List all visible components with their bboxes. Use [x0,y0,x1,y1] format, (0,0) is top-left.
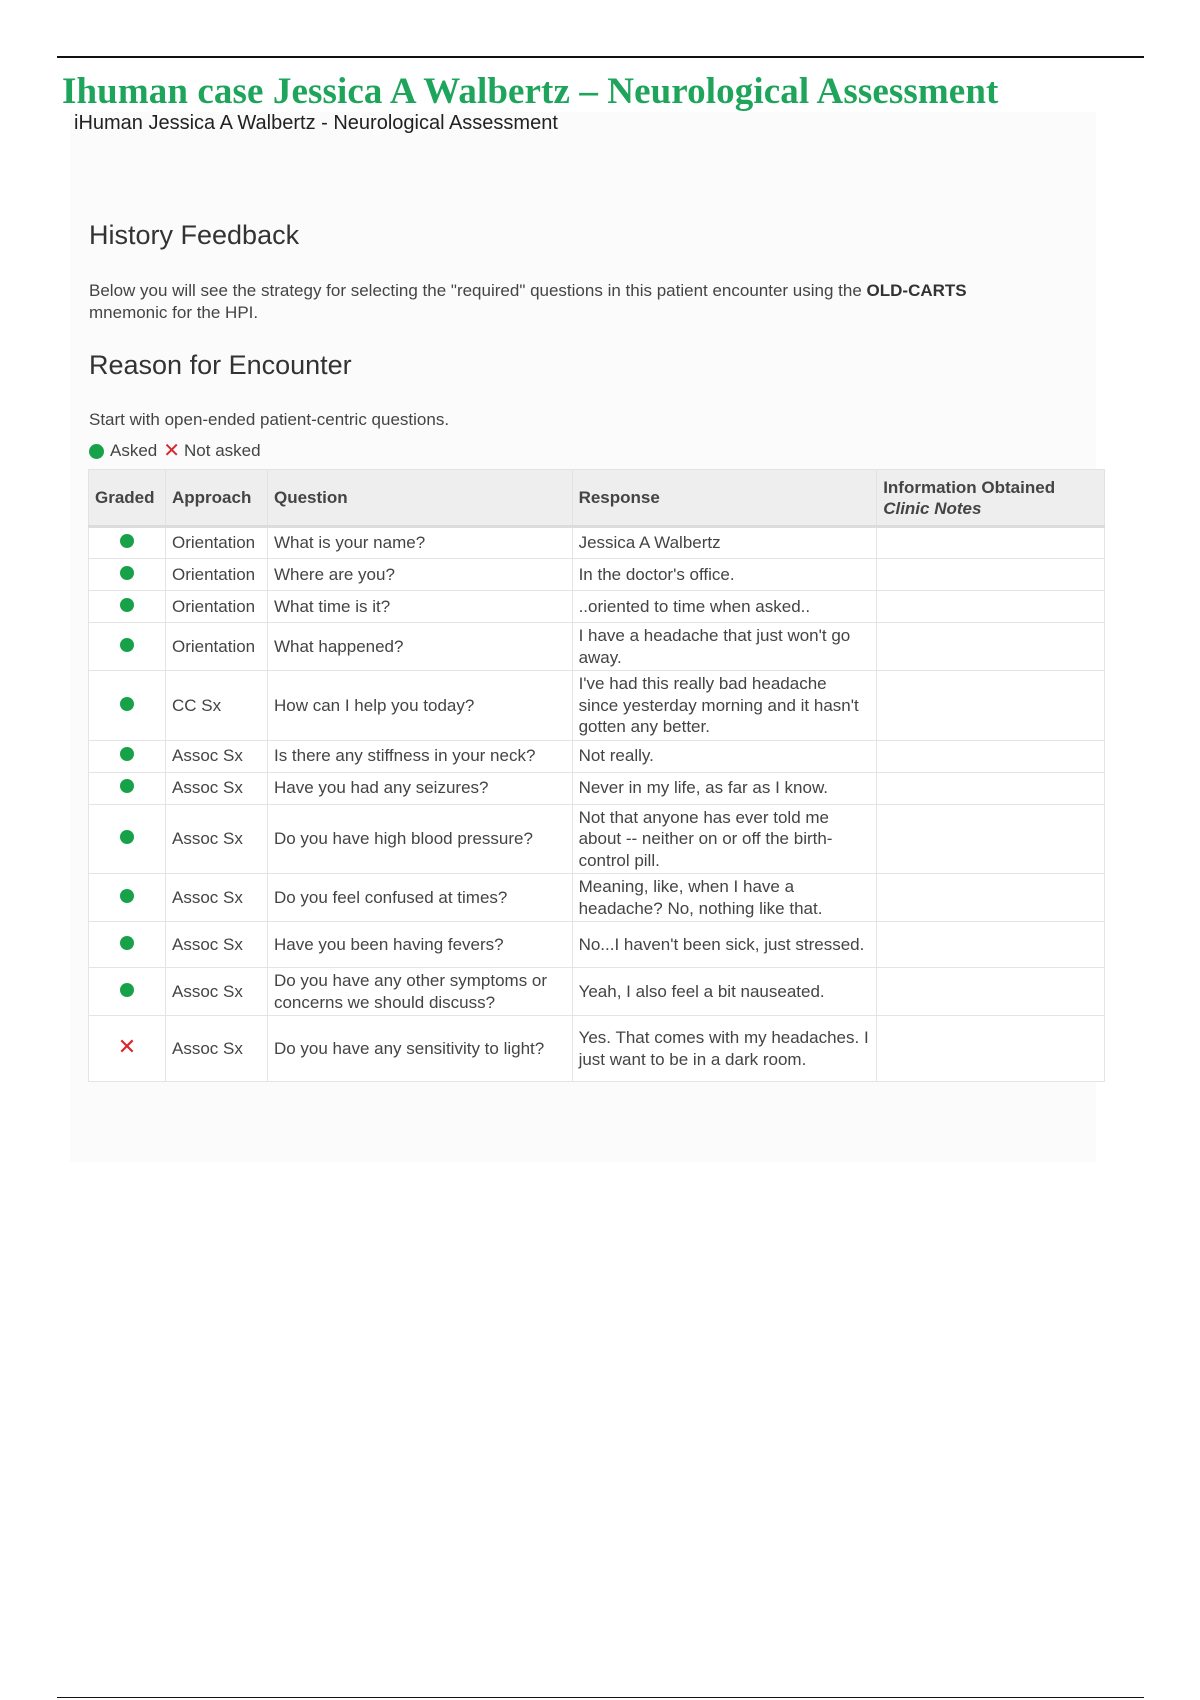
notes-cell [877,1016,1105,1082]
response-cell: Jessica A Walbertz [572,527,877,559]
green-dot-icon [120,566,134,580]
response-cell: Meaning, like, when I have a headache? No, nothing like that. [572,874,877,922]
question-cell: What happened? [267,623,572,671]
bottom-rule [57,1697,1144,1698]
embedded-screenshot [70,112,1096,1162]
response-cell: I've had this really bad headache since yesterday morning and it hasn't gotten any better. [572,671,877,741]
question-cell: Do you have any other symptoms or concerns we should discuss? [267,968,572,1016]
question-cell: Where are you? [267,559,572,591]
response-cell: Yes. That comes with my headaches. I just want to be in a dark room. [572,1016,877,1082]
table-row [89,804,1105,874]
question-cell: Is there any stiffness in your neck? [267,740,572,772]
green-dot-icon [120,697,134,711]
notes-cell [877,591,1105,623]
notes-cell [877,559,1105,591]
question-cell: Do you feel confused at times? [267,874,572,922]
graded-cell [89,968,166,1016]
green-dot-icon [89,444,104,459]
question-cell: Have you been having fevers? [267,922,572,968]
notes-cell [877,772,1105,804]
legend-asked-label: Asked [110,441,158,460]
reason-heading: Reason for Encounter [89,350,352,380]
response-cell: Yeah, I also feel a bit nauseated. [572,968,877,1016]
approach-cell: Assoc Sx [165,772,267,804]
table-row [89,772,1105,804]
question-cell: Have you had any seizures? [267,772,572,804]
approach-cell: CC Sx [165,671,267,741]
approach-cell: Assoc Sx [165,1016,267,1082]
header-question: Question [267,470,572,527]
red-x-icon: ✕ [163,439,181,462]
header-graded: Graded [89,470,166,527]
graded-cell [89,671,166,741]
graded-cell [89,559,166,591]
question-cell: Do you have any sensitivity to light? [267,1016,572,1082]
response-cell: ..oriented to time when asked.. [572,591,877,623]
history-intro: Below you will see the strategy for selecting the "required" questions in this patient encounter using the OLD-CARTS mnemonic for the HPI. [89,281,967,322]
notes-cell [877,922,1105,968]
approach-cell: Orientation [165,559,267,591]
graded-cell [89,772,166,804]
response-cell: Not really. [572,740,877,772]
graded-cell [89,527,166,559]
legend-not-asked-label: Not asked [184,441,261,460]
approach-cell: Assoc Sx [165,968,267,1016]
history-table [88,469,1105,1082]
header-info: Information Obtained Clinic Notes [877,470,1105,527]
green-dot-icon [120,936,134,950]
graded-cell [89,740,166,772]
question-cell: What is your name? [267,527,572,559]
question-cell: How can I help you today? [267,671,572,741]
red-x-icon: ✕ [117,1034,137,1060]
response-cell: In the doctor's office. [572,559,877,591]
green-dot-icon [120,983,134,997]
table-row [89,968,1105,1016]
notes-cell [877,527,1105,559]
graded-cell [89,1016,166,1082]
table-header-row [89,470,1105,527]
green-dot-icon [120,534,134,548]
header-response: Response [572,470,877,527]
table-row [89,671,1105,741]
legend [89,441,261,461]
response-cell: Not that anyone has ever told me about -- neither on or off the birth-control pill. [572,804,877,874]
approach-cell: Orientation [165,527,267,559]
green-dot-icon [120,889,134,903]
notes-cell [877,671,1105,741]
question-cell: What time is it? [267,591,572,623]
notes-cell [877,968,1105,1016]
approach-cell: Assoc Sx [165,922,267,968]
notes-cell [877,804,1105,874]
history-feedback-heading: History Feedback [89,220,300,250]
green-dot-icon [120,830,134,844]
approach-cell: Orientation [165,623,267,671]
approach-cell: Assoc Sx [165,804,267,874]
table-row [89,922,1105,968]
graded-cell [89,922,166,968]
graded-cell [89,804,166,874]
document-subtitle: iHuman Jessica A Walbertz - Neurological Assessment [74,112,558,134]
notes-cell [877,623,1105,671]
header-info-sub: Clinic Notes [883,498,982,518]
green-dot-icon [120,747,134,761]
notes-cell [877,740,1105,772]
green-dot-icon [120,779,134,793]
table-row [89,591,1105,623]
approach-cell: Assoc Sx [165,740,267,772]
green-dot-icon [120,598,134,612]
old-carts-term: OLD-CARTS [866,281,967,300]
table-row [89,559,1105,591]
graded-cell [89,874,166,922]
response-cell: No...I haven't been sick, just stressed. [572,922,877,968]
table-row [89,527,1105,559]
graded-cell [89,591,166,623]
question-cell: Do you have high blood pressure? [267,804,572,874]
graded-cell [89,623,166,671]
start-text: Start with open-ended patient-centric questions. [89,410,450,429]
table-row [89,1016,1105,1082]
response-cell: Never in my life, as far as I know. [572,772,877,804]
header-approach: Approach [165,470,267,527]
table-row [89,874,1105,922]
top-rule [57,56,1144,58]
approach-cell: Orientation [165,591,267,623]
table-row [89,623,1105,671]
notes-cell [877,874,1105,922]
green-dot-icon [120,638,134,652]
response-cell: I have a headache that just won't go away. [572,623,877,671]
approach-cell: Assoc Sx [165,874,267,922]
table-row [89,740,1105,772]
document-title: Ihuman case Jessica A Walbertz – Neurological Assessment [62,71,999,112]
